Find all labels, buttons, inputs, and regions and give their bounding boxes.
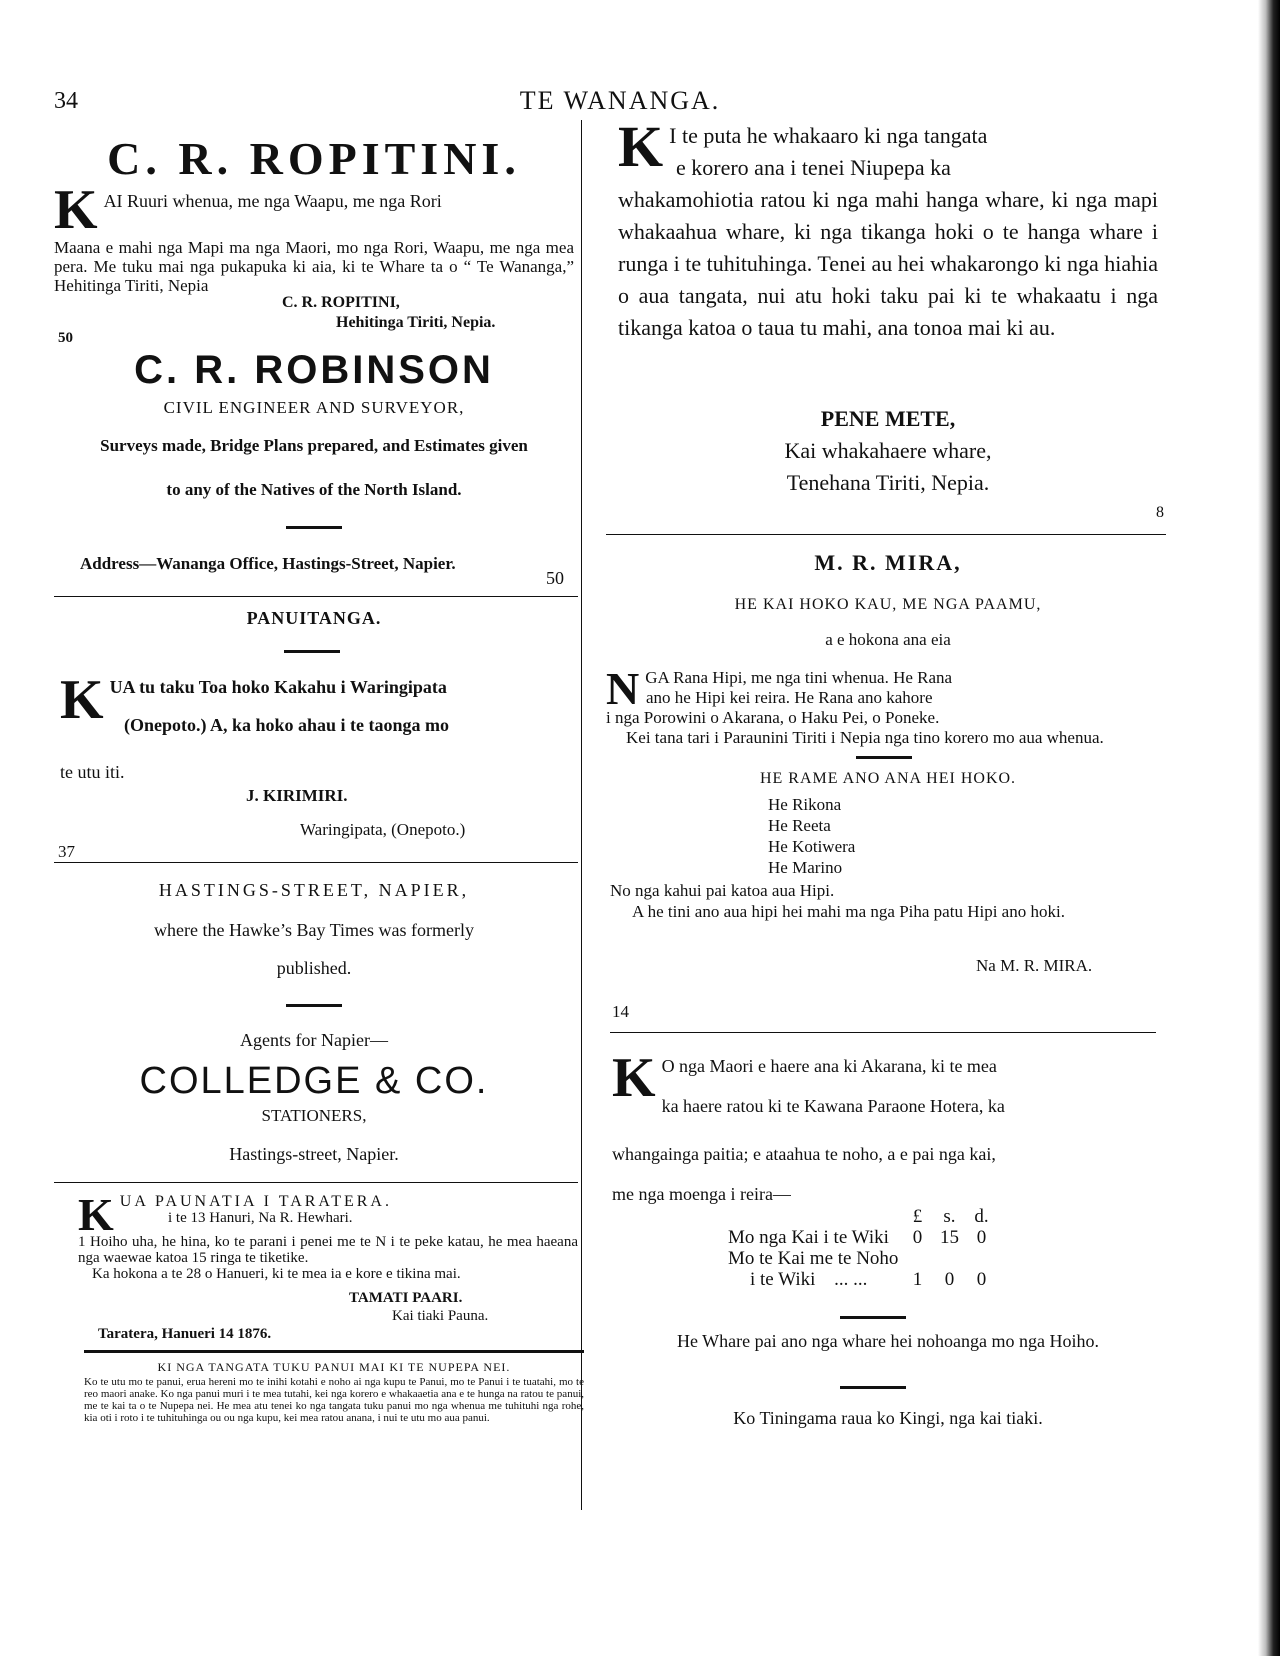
notice-body: Ko te utu mo te panui, erua hereni mo te inihi kotahi e noho ai nga kupu te Panui, mo te Panui i te tuatahi, mo te reo maori anake. Ko nga panui muri i te mea tutahi, kei nga korero e whakaaetia ana e te hunga na ratou te panui, me te kai ta o te Nupepa nei. He mea atu tenei ko nga tangata tuku panui mo nga whenua me tuhituhi nga rohe, kia oti i roto i te tuhituhinga ou ou nga kupu, kei mea ratou anana, i nui te utu mo aua panui. xyxy=(84,1376,584,1424)
hawkes-bay-line: where the Hawke’s Bay Times was formerly xyxy=(154,920,474,940)
mira-ad xyxy=(606,663,1156,748)
panuitanga-line2: (Onepoto.) A, ka hoko ahau i te taonga mo xyxy=(124,715,450,735)
page-number: 34 xyxy=(54,88,78,114)
newspaper-title: TE WANANGA. xyxy=(519,86,721,115)
thick-rule xyxy=(84,1350,584,1353)
row-label-text: i te Wiki xyxy=(750,1269,816,1290)
list-item: He Reeta xyxy=(768,816,831,835)
hotera-footer2: Ko Tiningama raua ko Kingi, nga kai tiaki. xyxy=(733,1408,1043,1428)
hotera-line4: me nga moenga i reira— xyxy=(612,1184,791,1204)
rams-list xyxy=(768,794,855,878)
panuitanga-number: 37 xyxy=(58,842,75,861)
hastings-street-line: HASTINGS-STREET, NAPIER, xyxy=(158,880,470,900)
robinson-subtitle: CIVIL ENGINEER AND SURVEYOR, xyxy=(163,398,465,417)
ropitini-address: Hehitinga Tiriti, Nepia. xyxy=(336,314,496,331)
table-row xyxy=(728,1269,1000,1290)
short-rule xyxy=(286,1004,342,1007)
pene-signature: PENE METE, xyxy=(820,406,956,431)
table-row xyxy=(728,1227,1000,1248)
pene-title: Kai whakahaere whare, xyxy=(784,438,992,463)
hotera-line3: whangainga paitia; e ataahua te noho, a e pai nga kai, xyxy=(612,1144,996,1164)
panuitanga-address: Waringipata, (Onepoto.) xyxy=(300,820,466,839)
dropcap: K xyxy=(54,179,98,241)
row-label: Mo te Kai me te Noho xyxy=(728,1248,899,1269)
mira-after-line1: No nga kahui pai katoa aua Hipi. xyxy=(610,881,835,900)
ropitini-line1: AI Ruuri whenua, me nga Waapu, me nga Rori xyxy=(103,191,442,211)
column-divider xyxy=(581,120,582,1510)
section-rule xyxy=(610,1032,1156,1033)
mira-heading: M. R. MIRA, xyxy=(814,550,962,575)
taratera-line1: UA PAUNATIA I TARATERA. xyxy=(119,1193,392,1210)
panuitanga-line3: te utu iti. xyxy=(60,762,125,782)
rams-heading: HE RAME ANO ANA HEI HOKO. xyxy=(759,770,1017,787)
dropcap: K xyxy=(60,669,104,731)
notice-heading: KI NGA TANGATA TUKU PANUI MAI KI TE NUPEPA NEI. xyxy=(157,1360,511,1374)
row-label xyxy=(728,1269,904,1290)
pene-line2: e korero ana i tenei Niupepa ka xyxy=(676,155,951,180)
mira-signature: Na M. R. MIRA. xyxy=(976,956,1093,975)
mira-body2: Kei tana tari i Paraunini Tiriti i Nepia nga tino korero mo aua whenua. xyxy=(626,728,1104,747)
robinson-number: 50 xyxy=(546,568,564,588)
section-rule xyxy=(606,534,1166,535)
panuitanga-line1: UA tu taku Toa hoko Kakahu i Waringipata xyxy=(109,677,447,697)
mira-after-line2: A he tini ano aua hipi hei mahi ma nga Piha patu Hipi ano hoki. xyxy=(632,902,1065,921)
mira-subtitle: HE KAI HOKO KAU, ME NGA PAAMU, xyxy=(734,596,1042,613)
cell: 1 xyxy=(912,1269,923,1290)
hotera-ad xyxy=(612,1047,1158,1118)
colledge-subtitle: STATIONERS, xyxy=(261,1106,367,1125)
colledge-heading: COLLEDGE & CO. xyxy=(139,1060,489,1102)
shillings-header: s. xyxy=(943,1206,956,1227)
robinson-line2: to any of the Natives of the North Island. xyxy=(166,480,462,499)
cell: 15 xyxy=(939,1227,959,1248)
robinson-line1: Surveys made, Bridge Plans prepared, and Estimates given xyxy=(100,436,528,455)
panuitanga-ad xyxy=(60,669,574,736)
scan-edge xyxy=(1258,0,1280,1656)
ropitini-heading: C. R. ROPITINI. xyxy=(107,133,521,184)
pene-address: Tenehana Tiriti, Nepia. xyxy=(786,470,990,495)
leader-dots: ... ... xyxy=(834,1269,868,1290)
cell: 0 xyxy=(912,1227,923,1248)
panuitanga-signature: J. KIRIMIRI. xyxy=(246,786,348,805)
dropcap: K xyxy=(612,1047,656,1109)
hotera-footer1: He Whare pai ano nga whare hei nohoanga mo nga Hoiho. xyxy=(676,1331,1100,1351)
panuitanga-heading: PANUITANGA. xyxy=(246,608,382,628)
dropcap: K xyxy=(78,1189,114,1240)
table-row xyxy=(728,1248,1000,1269)
mira-line1: GA Rana Hipi, me nga tini whenua. He Rana xyxy=(645,668,953,687)
cell: 0 xyxy=(976,1227,987,1248)
robinson-address: Address—Wananga Office, Hastings-Street, Napier. xyxy=(80,554,456,573)
mira-after xyxy=(610,880,1158,922)
pene-ad xyxy=(618,114,1158,344)
taratera-signature: TAMATI PAARI. xyxy=(349,1290,463,1306)
colledge-address: Hastings-street, Napier. xyxy=(229,1144,399,1164)
cell: 0 xyxy=(976,1269,987,1290)
row-label: Mo nga Kai i te Wiki xyxy=(728,1227,889,1248)
pounds-header: £ xyxy=(912,1206,923,1227)
pene-line1: I te puta he whakaaro ki nga tangata xyxy=(669,123,988,148)
ropitini-number: 50 xyxy=(58,330,73,346)
list-item: He Marino xyxy=(768,858,843,877)
taratera-body: 1 Hoiho uha, he hina, ko te parani i penei me te N i te peke katau, he mea haeana nga waewae katoa 15 ringa te tiketike. xyxy=(78,1234,578,1266)
table-row xyxy=(728,1206,1000,1227)
ropitini-body: Maana e mahi nga Mapi ma nga Maori, mo nga Rori, Waapu, me nga mea pera. Me tuku mai nga pukapuka ki aia, ki te Whare ta o “ Te Wananga,” Hehitinga Tiriti, Nepia xyxy=(54,238,574,295)
published-line: published. xyxy=(276,958,352,978)
section-rule xyxy=(54,862,578,863)
ropitini-ad xyxy=(54,179,574,295)
taratera-ad xyxy=(78,1189,578,1282)
taratera-title: Kai tiaki Pauna. xyxy=(392,1308,489,1324)
mira-subtitle2: a e hokona ana eia xyxy=(825,630,951,649)
dropcap: K xyxy=(618,114,664,179)
dropcap: N xyxy=(606,663,640,714)
pene-body: whakamohiotia ratou ki nga mahi hanga whare, ki nga mapi whakaahua whare, ki nga tikanga hoki o te hanga whare i runga i te tuhituhinga. Tenei au hei whakarongo ki nga hiahia o aua tangata, nui atu hoki taku pai ki te whakaatu i nga tikanga katoa o taua tu mahi, ana tonoa mai ki au. xyxy=(618,187,1158,340)
short-rule xyxy=(286,526,342,529)
cell: 0 xyxy=(944,1269,955,1290)
price-table xyxy=(728,1206,1000,1290)
list-item: He Kotiwera xyxy=(768,837,856,856)
hotera-line2: ka haere ratou ki te Kawana Paraone Hotera, ka xyxy=(661,1096,1005,1116)
taratera-body2: Ka hokona a te 28 o Hanueri, ki te mea ia e kore e tikina mai. xyxy=(92,1266,461,1282)
short-rule xyxy=(284,650,340,653)
hotera-line1: O nga Maori e haere ana ki Akarana, ki te mea xyxy=(661,1056,997,1076)
agents-line: Agents for Napier— xyxy=(240,1030,388,1050)
section-rule xyxy=(54,1182,578,1183)
ropitini-signature: C. R. ROPITINI, xyxy=(282,294,400,311)
mira-number: 14 xyxy=(612,1002,629,1021)
robinson-heading: C. R. ROBINSON xyxy=(134,348,494,392)
section-rule xyxy=(54,596,578,597)
short-rule xyxy=(840,1386,906,1389)
short-rule xyxy=(840,1316,906,1319)
mira-line2: ano he Hipi kei reira. He Rana ano kahore xyxy=(646,688,933,707)
short-rule xyxy=(856,756,912,759)
pene-number: 8 xyxy=(1156,504,1164,521)
taratera-date: Taratera, Hanueri 14 1876. xyxy=(98,1326,272,1342)
taratera-line2: i te 13 Hanuri, Na R. Hewhari. xyxy=(168,1210,353,1226)
pence-header: d. xyxy=(974,1206,989,1227)
list-item: He Rikona xyxy=(768,795,842,814)
mira-body: i nga Porowini o Akarana, o Haku Pei, o Poneke. xyxy=(606,708,940,727)
